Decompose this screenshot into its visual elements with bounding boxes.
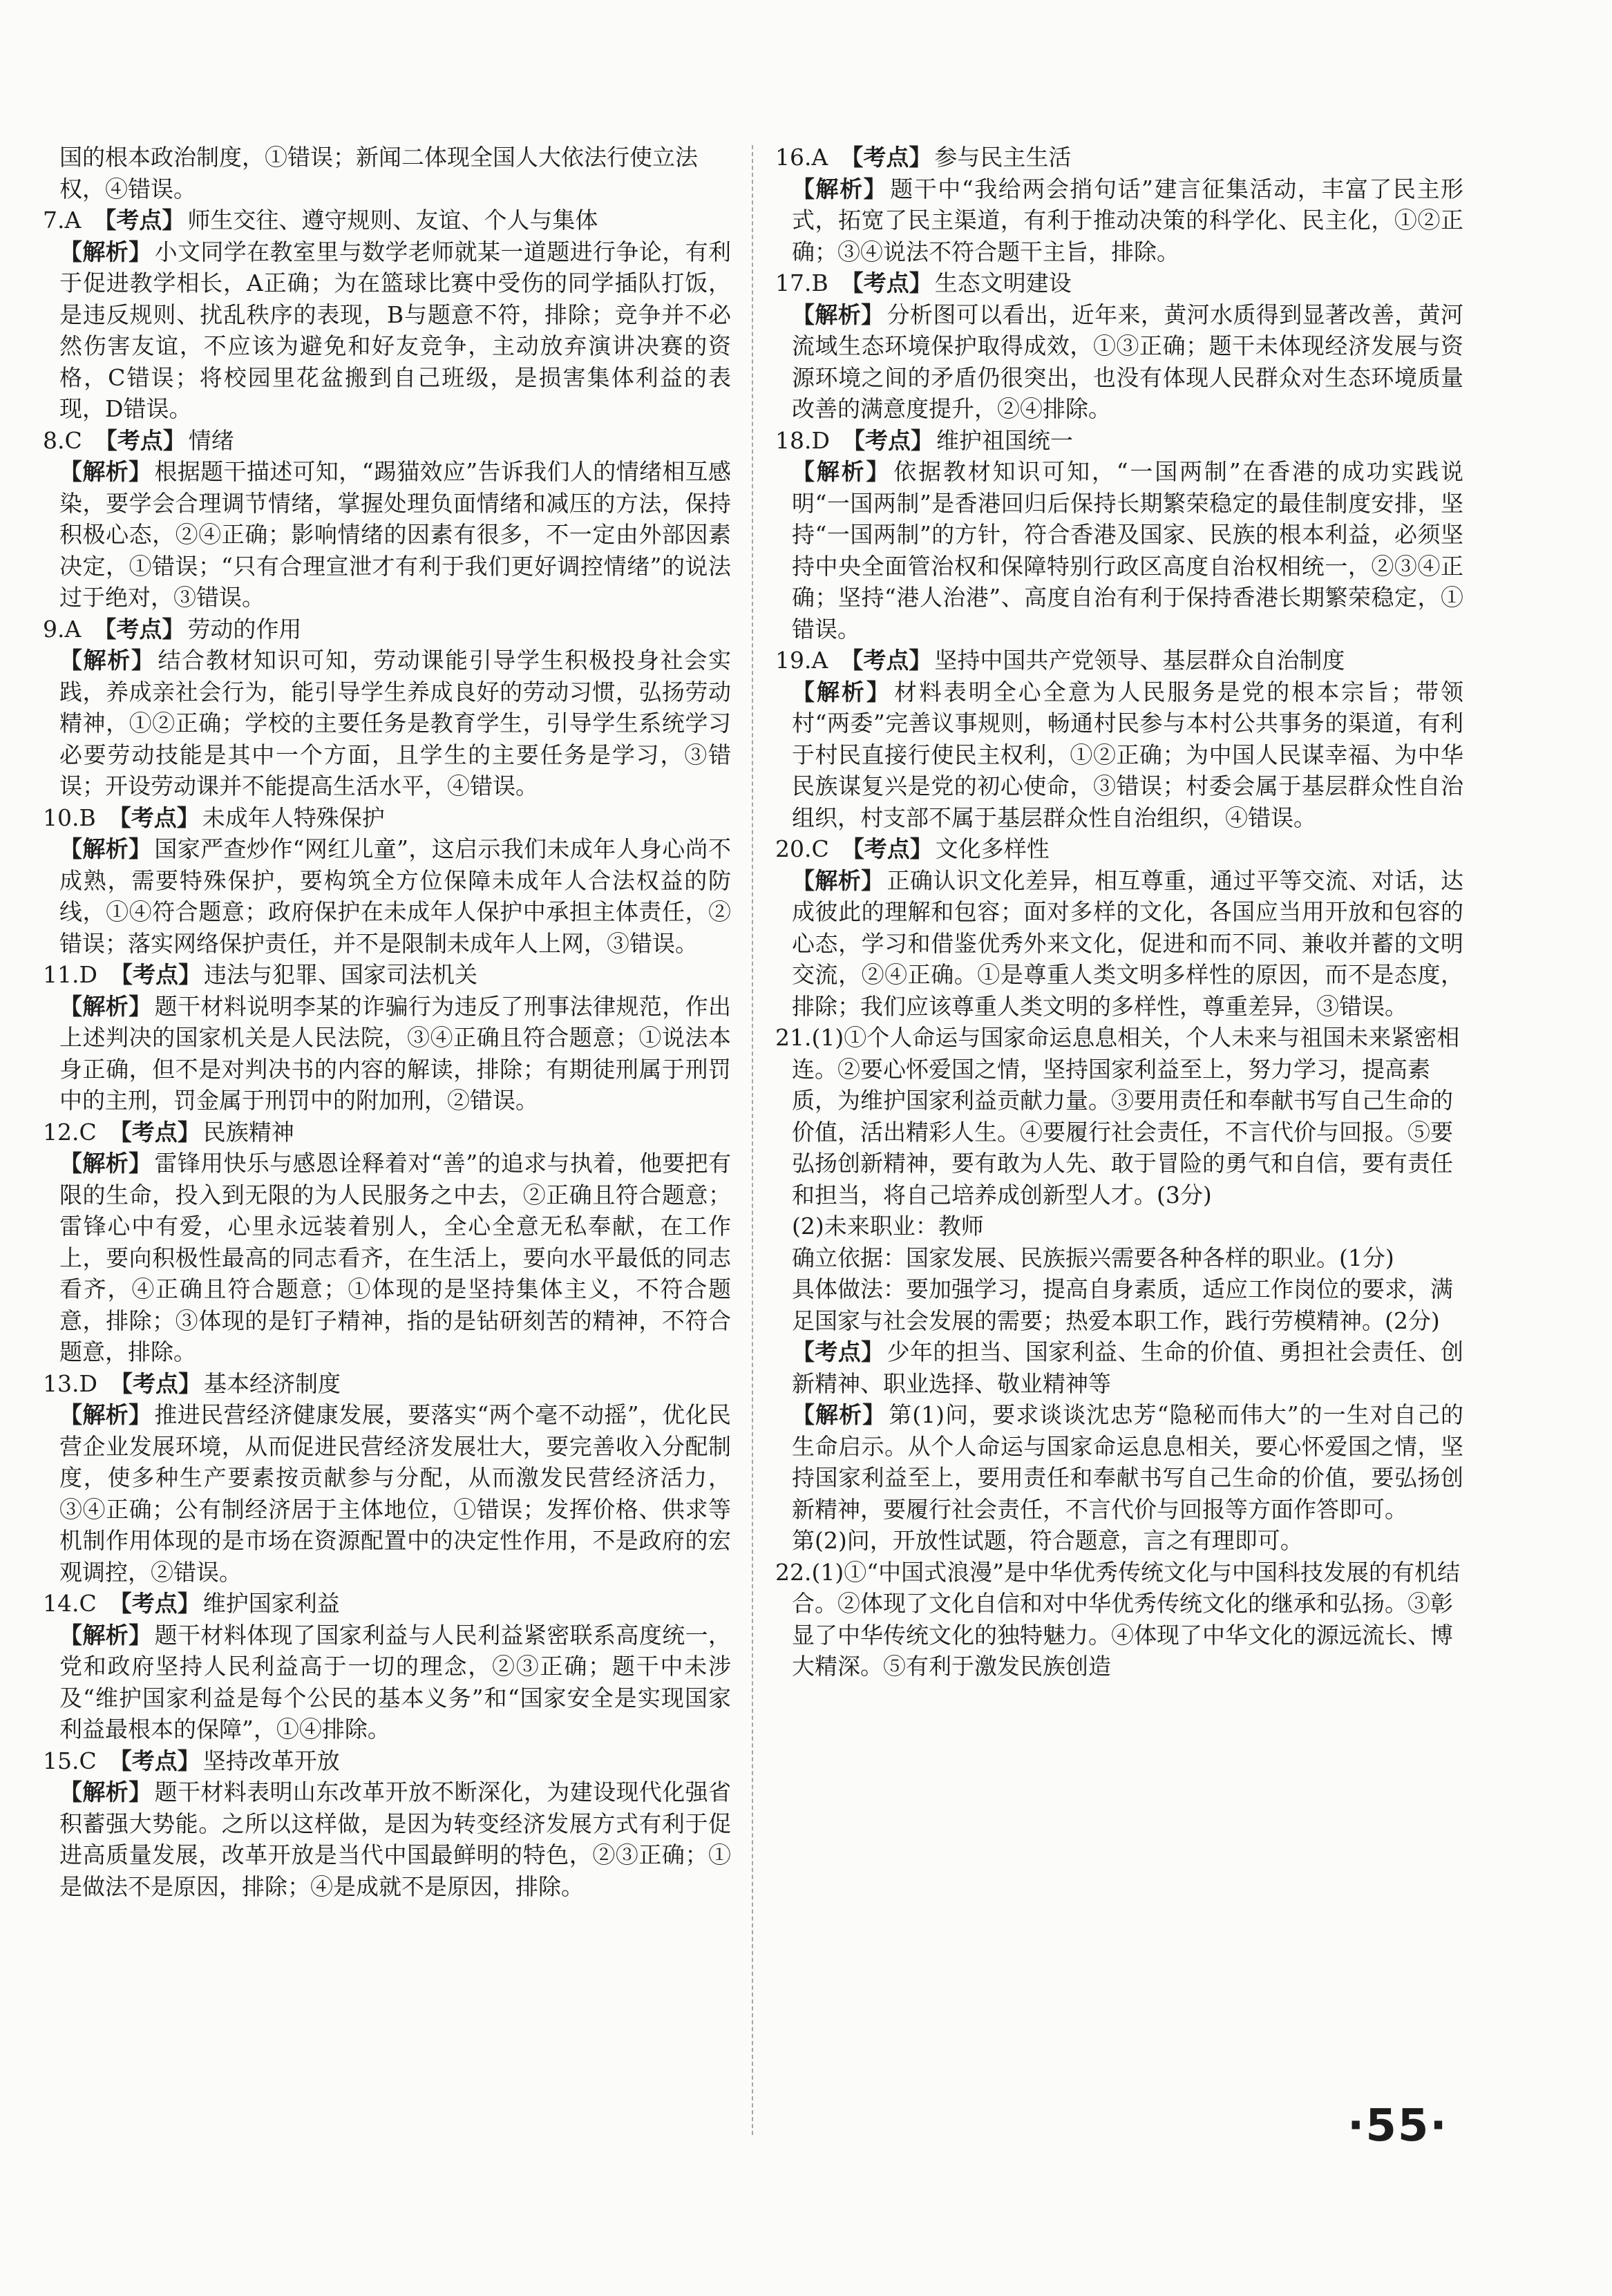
topic: 维护国家利益	[202, 1590, 340, 1617]
jiexi-tag: 【解析】	[792, 866, 884, 894]
jiexi-tag: 【解析】	[59, 458, 152, 485]
question-number: 10.B	[43, 804, 96, 831]
kaodian-tag: 【考点】	[841, 835, 933, 862]
answer-item-13	[40, 1368, 731, 1588]
jiexi-tag: 【解析】	[59, 1401, 152, 1428]
jiexi-tag: 【解析】	[792, 678, 891, 705]
answer-item-10	[40, 802, 731, 960]
topic: 情绪	[188, 426, 234, 454]
question-number: 12.C	[43, 1118, 97, 1146]
analysis: 题干材料表明山东改革开放不断深化，为建设现代化强省积蓄强大势能。之所以这样做，是因为转变经济发展方式有利于促进高质量发展，改革开放是当代中国最鲜明的特色，②③正确；①是做法不是原因，排除；④是成就不是原因，排除。	[59, 1778, 732, 1900]
kaodian-tag: 【考点】	[840, 144, 932, 171]
question-number: 7.A	[43, 207, 82, 234]
question-number: 18.D	[775, 426, 830, 454]
question-number: 14.C	[43, 1590, 97, 1617]
answer-item-8	[40, 425, 731, 614]
topic: 文化多样性	[935, 835, 1050, 862]
kaodian-tag: 【考点】	[792, 1338, 884, 1365]
jiexi-tag: 【解析】	[792, 1401, 886, 1428]
analysis: 材料表明全心全意为人民服务是党的根本宗旨；带领村“两委”完善议事规则，畅通村民参与本村公共事务的渠道，有利于村民直接行使民主权利，①②正确；为中国人民谋幸福、为中华民族谋复兴是党的初心使命，③错误；村委会属于基层群众性自治组织，村支部不属于基层群众性自治组织，④错误。	[792, 678, 1464, 831]
q21-basis: 确立依据：国家发展、民族振兴需要各种各样的职业。(1分)	[792, 1244, 1394, 1271]
kaodian-tag: 【考点】	[94, 426, 186, 454]
topic: 坚持改革开放	[202, 1747, 340, 1774]
question-number: 19.A	[775, 647, 828, 674]
jiexi-tag: 【解析】	[792, 175, 888, 202]
topic: 少年的担当、国家利益、生命的价值、勇担社会责任、创新精神、职业选择、敬业精神等	[792, 1338, 1464, 1397]
kaodian-tag: 【考点】	[108, 1747, 200, 1774]
kaodian-tag: 【考点】	[93, 615, 185, 643]
q21-part1: 21.(1)①个人命运与国家命运息息相关，个人未来与祖国未来紧密相连。②要心怀爱国之情，坚持国家利益至上，努力学习，提高素质，为维护国家利益贡献力量。③要用责任和奉献书写自己生命的价值，活出精彩人生。④要履行社会责任，不言代价与回报。⑤要弘扬创新精神，要有敢为人先、敢于冒险的勇气和自信，要有责任和担当，将自己培养成创新型人才。(3分)	[775, 1024, 1460, 1208]
q22-part1: 22.(1)①“中国式浪漫”是中华优秀传统文化与中国科技发展的有机结合。②体现了文化自信和对中华优秀传统文化的继承和弘扬。③彰显了中华传统文化的独特魅力。④体现了中华文化的源远流长、博大精深。⑤有利于激发民族创造	[775, 1558, 1460, 1680]
jiexi-tag: 【解析】	[59, 1778, 152, 1805]
topic: 坚持中国共产党领导、基层群众自治制度	[934, 647, 1345, 674]
jiexi-tag: 【解析】	[59, 1621, 152, 1649]
answer-item-15	[40, 1745, 731, 1903]
analysis: 推进民营经济健康发展，要落实“两个毫不动摇”，优化民营企业发展环境，从而促进民营经济发展壮大，要完善收入分配制度，使多种生产要素按贡献参与分配，从而激发民营经济活力，③④正确；公有制经济居于主体地位，①错误；发挥价格、供求等机制作用体现的是市场在资源配置中的决定性作用，不是政府的宏观调控，②错误。	[59, 1401, 731, 1586]
topic: 民族精神	[202, 1118, 294, 1146]
answer-item-7	[40, 205, 731, 425]
analysis: 结合教材知识可知，劳动课能引导学生积极投身社会实践，养成亲社会行为，能引导学生养成良好的劳动习惯，弘扬劳动精神，①②正确；学校的主要任务是教育学生，引导学生系统学习必要劳动技能是其中一个方面，且学生的主要任务是学习，③错误；开设劳动课并不能提高生活水平，④错误。	[59, 647, 732, 799]
analysis: 依据教材知识可知，“一国两制”在香港的成功实践说明“一国两制”是香港回归后保持长期繁荣稳定的最佳制度安排，坚持“一国两制”的方针，符合香港及国家、民族的根本利益，必须坚持中央全面管治权和保障特别行政区高度自治权相统一，②③④正确；坚持“港人治港”、高度自治有利于保持香港长期繁荣稳定，①错误。	[792, 458, 1463, 643]
kaodian-tag: 【考点】	[840, 647, 932, 674]
analysis-part2: 第(2)问，开放性试题，符合题意，言之有理即可。	[792, 1527, 1303, 1554]
kaodian-tag: 【考点】	[840, 269, 932, 296]
analysis: 正确认识文化差异，相互尊重，通过平等交流、对话，达成彼此的理解和包容；面对多样的文化，各国应当用开放和包容的心态，学习和借鉴优秀外来文化，促进和而不同、兼收并蓄的文明交流，②④正确。①是尊重人类文明多样性的原因，而不是态度，排除；我们应该尊重人类文明的多样性，尊重差异，③错误。	[792, 866, 1464, 1020]
jiexi-tag: 【解析】	[792, 301, 884, 328]
q21-approach: 具体做法：要加强学习，提高自身素质，适应工作岗位的要求，满足国家与社会发展的需要；热爱本职工作，践行劳模精神。(2分)	[792, 1275, 1453, 1334]
jiexi-tag: 【解析】	[792, 458, 891, 485]
kaodian-tag: 【考点】	[842, 426, 933, 454]
answer-item-14	[40, 1588, 731, 1745]
answer-item-18	[772, 425, 1463, 645]
answer-item-22	[772, 1557, 1463, 1682]
kaodian-tag: 【考点】	[109, 1369, 201, 1397]
jiexi-tag: 【解析】	[59, 992, 152, 1020]
answer-item-9	[40, 614, 731, 802]
question-number: 13.D	[43, 1369, 97, 1397]
topic: 劳动的作用	[187, 615, 302, 643]
analysis: 小文同学在教室里与数学老师就某一道题进行争论，有利于促进教学相长，A正确；为在篮球比赛中受伤的同学插队打饭，是违反规则、扰乱秩序的表现，B与题意不符，排除；竞争并不必然伤害友谊，不应该为避免和好友竞争，主动放弃演讲决赛的资格，C错误；将校园里花盆搬到自己班级，是损害集体利益的表现，D错误。	[59, 238, 732, 422]
column-divider	[752, 145, 753, 2135]
question-number: 16.A	[775, 144, 828, 171]
kaodian-tag: 【考点】	[108, 1590, 200, 1617]
answer-item-11	[40, 959, 731, 1117]
topic: 生态文明建设	[934, 269, 1072, 296]
continued-text: 国的根本政治制度，①错误；新闻二体现全国人大依法行使立法权，④错误。	[59, 144, 698, 202]
question-number: 15.C	[43, 1747, 97, 1774]
answer-item-17	[772, 267, 1463, 425]
question-number: 17.B	[775, 269, 828, 296]
analysis: 分析图可以看出，近年来，黄河水质得到显著改善，黄河流域生态环境保护取得成效，①③正确；题干未体现经济发展与资源环境之间的矛盾仍很突出，也没有体现人民群众对生态环境质量改善的满意度提升，②④排除。	[792, 301, 1464, 422]
topic: 未成年人特殊保护	[202, 804, 385, 831]
jiexi-tag: 【解析】	[59, 238, 152, 265]
analysis: 第(1)问，要求谈谈沈忠芳“隐秘而伟大”的一生对自己的生命启示。从个人命运与国家命运息息相关，要心怀爱国之情，坚持国家利益至上，要用责任和奉献书写自己生命的价值，要弘扬创新精神，要履行社会责任，不言代价与回报等方面作答即可。	[792, 1401, 1463, 1523]
page-number: ·55·	[1347, 2100, 1448, 2152]
question-number: 11.D	[43, 961, 97, 988]
analysis: 雷锋用快乐与感恩诠释着对“善”的追求与执着，他要把有限的生命，投入到无限的为人民服务之中去，②正确且符合题意；雷锋心中有爱，心里永远装着别人，全心全意无私奉献，在工作上，要向积极性最高的同志看齐，在生活上，要向水平最低的同志看齐，④正确且符合题意；①体现的是坚持集体主义，不符合题意，排除；③体现的是钉子精神，指的是钻研刻苦的精神，不符合题意，排除。	[59, 1150, 731, 1365]
topic: 违法与犯罪、国家司法机关	[203, 961, 477, 988]
analysis: 根据题干描述可知，“踢猫效应”告诉我们人的情绪相互感染，要学会合理调节情绪，掌握处理负面情绪和减压的方法，保持积极心态，②④正确；影响情绪的因素有很多，不一定由外部因素决定，①错误；“只有合理宣泄才有利于我们更好调控情绪”的说法过于绝对，③错误。	[59, 458, 731, 611]
analysis: 国家严查炒作“网红儿童”，这启示我们未成年人身心尚不成熟，需要特殊保护，要构筑全方位保障未成年人合法权益的防线，①④符合题意；政府保护在未成年人保护中承担主体责任，②错误；落实网络保护责任，并不是限制未成年人上网，③错误。	[59, 835, 731, 957]
answer-item-21	[772, 1022, 1463, 1557]
kaodian-tag: 【考点】	[93, 207, 185, 234]
analysis: 题干材料体现了国家利益与人民利益紧密联系高度统一，党和政府坚持人民利益高于一切的理念，②③正确；题干中未涉及“维护国家利益是每个公民的基本义务”和“国家安全是实现国家利益最根本的保障”，①④排除。	[59, 1621, 732, 1743]
q21-part2: (2)未来职业：教师	[792, 1213, 984, 1240]
jiexi-tag: 【解析】	[59, 647, 155, 674]
answer-item-16	[772, 142, 1463, 267]
jiexi-tag: 【解析】	[59, 835, 152, 862]
kaodian-tag: 【考点】	[109, 961, 201, 988]
right-column	[772, 142, 1463, 1682]
question-number: 20.C	[775, 835, 829, 862]
question-number: 8.C	[43, 426, 82, 454]
analysis: 题干中“我给两会捎句话”建言征集活动，丰富了民主形式，拓宽了民主渠道，有利于推动决策的科学化、民主化，①②正确；③④说法不符合题干主旨，排除。	[792, 175, 1464, 265]
answer-item-12	[40, 1117, 731, 1368]
jiexi-tag: 【解析】	[59, 1150, 152, 1177]
question-number: 9.A	[43, 615, 82, 643]
topic: 维护祖国统一	[936, 426, 1073, 454]
answer-item-20	[772, 833, 1463, 1022]
answer-item-19	[772, 645, 1463, 833]
topic: 师生交往、遵守规则、友谊、个人与集体	[187, 207, 598, 234]
topic: 参与民主生活	[934, 144, 1072, 171]
kaodian-tag: 【考点】	[108, 1118, 200, 1146]
kaodian-tag: 【考点】	[108, 804, 200, 831]
topic: 基本经济制度	[203, 1369, 341, 1397]
analysis: 题干材料说明李某的诈骗行为违反了刑事法律规范，作出上述判决的国家机关是人民法院，③④正确且符合题意；①说法本身正确，但不是对判决书的内容的解读，排除；有期徒刑属于刑罚中的主刑，罚金属于刑罚中的附加刑，②错误。	[59, 992, 732, 1114]
left-column	[40, 142, 731, 1902]
